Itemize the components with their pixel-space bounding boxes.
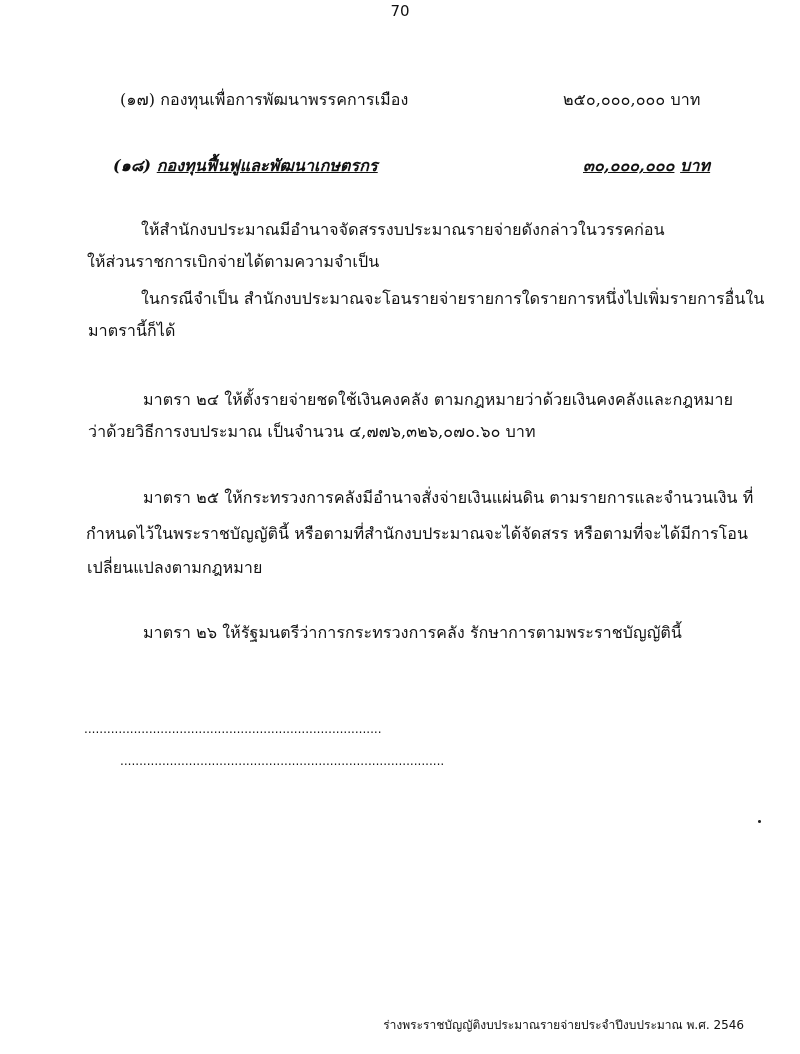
paragraph-2-line-2: มาตรานี้ก็ได้: [88, 321, 176, 340]
section-26-line-1: มาตรา ๒๖ ให้รัฐมนตรีว่าการกระทรวงการคลัง รักษาการตามพระราชบัญญัตินี้: [143, 623, 682, 642]
paragraph-1-line-2: ให้ส่วนราชการเบิกจ่ายได้ตามความจำเป็น: [87, 252, 380, 271]
page-footer: ร่างพระราชบัญญัติงบประมาณรายจ่ายประจำปีงบประมาณ พ.ศ. 2546: [383, 1018, 744, 1032]
item-18-amount: [583, 154, 710, 179]
item-18-amount-value: ๓๐,๐๐๐,๐๐๐: [583, 156, 675, 175]
scan-speck: [758, 820, 761, 823]
paragraph-1-line-1: ให้สำนักงบประมาณมีอำนาจจัดสรรงบประมาณรายจ่ายดังกล่าวในวรรคก่อน: [141, 220, 665, 239]
section-24-line-2: ว่าด้วยวิธีการงบประมาณ เป็นจำนวน ๔,๗๗๖,๓๒๖,๐๗๐.๖๐ บาท: [88, 422, 536, 441]
signature-dotted-line-2: .....................................................................................: [120, 754, 445, 768]
section-25-line-1: มาตรา ๒๕ ให้กระทรวงการคลังมีอำนาจสั่งจ่ายเงินแผ่นดิน ตามรายการและจำนวนเงิน ที่: [143, 488, 754, 507]
item-17-amount: ๒๕๐,๐๐๐,๐๐๐ บาท: [563, 90, 701, 109]
item-18-number: (๑๘): [113, 156, 152, 175]
item-18-amount-unit: บาท: [680, 156, 711, 175]
page-number: 70: [390, 2, 410, 20]
section-25-line-2: กำหนดไว้ในพระราชบัญญัตินี้ หรือตามที่สำนักงบประมาณจะได้จัดสรร หรือตามที่จะได้มีการโอน: [86, 524, 749, 543]
section-24-line-1: มาตรา ๒๔ ให้ตั้งรายจ่ายชดใช้เงินคงคลัง ตามกฎหมายว่าด้วยเงินคงคลังและกฎหมาย: [143, 390, 734, 409]
item-18-label: กองทุนฟื้นฟูและพัฒนาเกษตรกร: [156, 156, 378, 175]
signature-dotted-line-1: ..............................................................................: [84, 722, 382, 736]
paragraph-2-line-1: ในกรณีจำเป็น สำนักงบประมาณจะโอนรายจ่ายรายการใดรายการหนึ่งไปเพิ่มรายการอื่นใน: [141, 289, 765, 308]
section-25-line-3: เปลี่ยนแปลงตามกฎหมาย: [87, 558, 263, 577]
item-18-line: [113, 154, 378, 179]
item-17-label: (๑๗) กองทุนเพื่อการพัฒนาพรรคการเมือง: [120, 90, 409, 109]
